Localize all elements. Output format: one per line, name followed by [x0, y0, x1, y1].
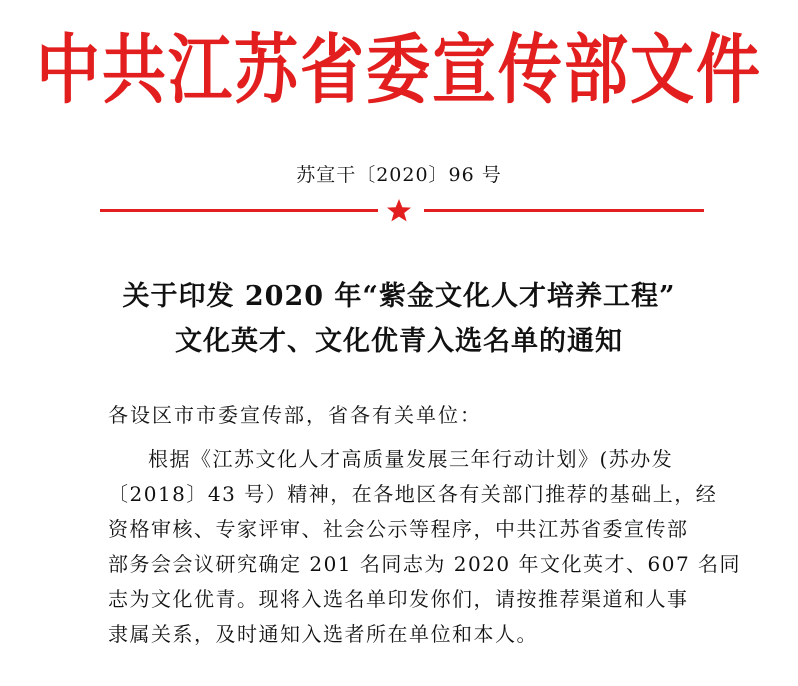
notice-title-line-2: 文化英才、文化优青入选名单的通知: [175, 326, 623, 357]
notice-title-line-1: 关于印发 2020 年“紫金文化人才培养工程”: [122, 281, 676, 312]
body-line: 根据《江苏文化人才高质量发展三年行动计划》(苏办发: [148, 447, 674, 471]
body-line: 隶属关系，及时通知入选者所在单位和本人。: [108, 622, 538, 646]
red-header-title: 中共江苏省委宣传部文件: [36, 26, 762, 115]
divider-rule-left: [100, 209, 378, 212]
salutation: 各设区市市委宣传部，省各有关单位：: [108, 403, 482, 427]
document-number: 苏宣干〔2020〕96 号: [296, 164, 502, 186]
star-icon: [384, 198, 414, 222]
body-line: 资格审核、专家评审、社会公示等程序，中共江苏省委宣传部: [108, 517, 689, 541]
body-line: 志为文化优青。现将入选名单印发你们，请按推荐渠道和人事: [108, 587, 689, 611]
body-paragraph: [108, 442, 742, 652]
red-divider: [100, 198, 704, 222]
body-line: 〔2018〕43 号）精神，在各地区各有关部门推荐的基础上，经: [108, 482, 718, 506]
divider-rule-right: [424, 209, 704, 212]
body-line: 部务会会议研究确定 201 名同志为 2020 年文化英才、607 名同: [108, 552, 742, 576]
